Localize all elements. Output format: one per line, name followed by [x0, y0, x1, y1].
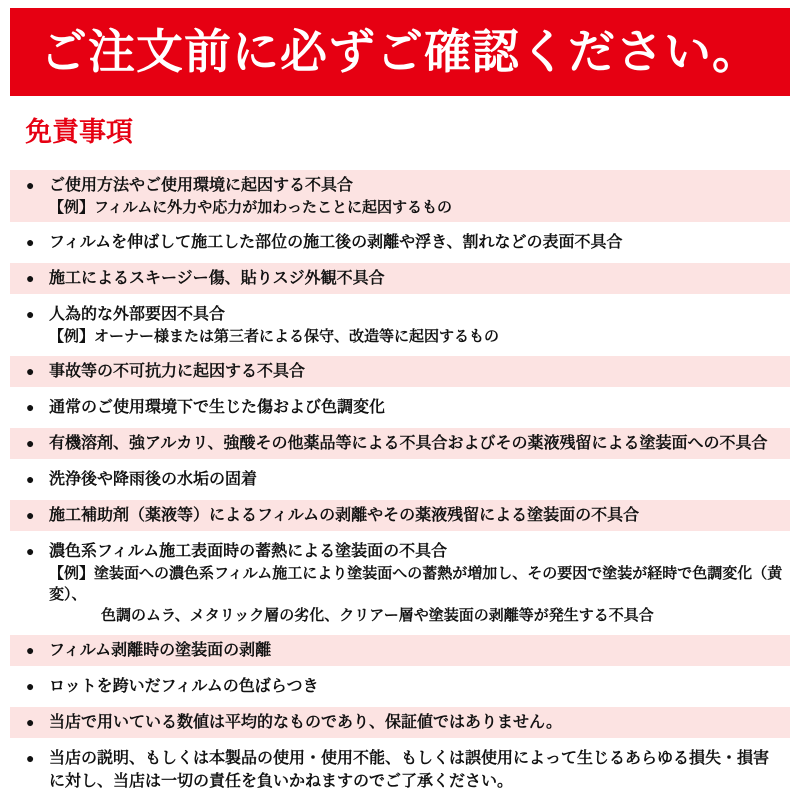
- bullet-icon: ●: [26, 507, 35, 523]
- item-text-line: 施工補助剤（薬液等）によるフィルムの剥離やその薬液残留による塗装面の不具合: [49, 507, 640, 524]
- item-text-line: 当店の説明、もしくは本製品の使用・使用不能、もしくは誤使用によって生じるあらゆる損失・損害: [49, 750, 770, 767]
- list-item: [10, 227, 790, 258]
- list-item-main-line: [26, 639, 784, 662]
- list-item: [10, 170, 790, 222]
- list-item-main-line: [26, 675, 784, 698]
- item-note-line: 【例】フィルムに外力や応力が加わったことに起因するもの: [49, 199, 453, 216]
- section-title: 免責事項: [25, 117, 133, 147]
- list-item-main-line: [26, 360, 784, 383]
- list-item-text: [49, 675, 784, 698]
- list-item: [10, 671, 790, 702]
- bullet-icon: ●: [26, 435, 35, 451]
- item-text-line: フィルムを伸ばして施工した部位の施工後の剥離や浮き、割れなどの表面不具合: [49, 234, 623, 251]
- list-item: [10, 500, 790, 531]
- disclaimer-list: [10, 170, 790, 797]
- list-item-text: [49, 540, 784, 563]
- list-item-text: [49, 360, 784, 383]
- list-item-main-line: [26, 231, 784, 254]
- list-item-main-line: [26, 174, 784, 197]
- bullet-icon: ●: [26, 363, 35, 379]
- list-item: [10, 464, 790, 495]
- bullet-icon: ●: [26, 750, 35, 766]
- item-note-line: 色調のムラ、メタリック層の劣化、クリアー層や塗装面の剥離等が発生する不具合: [101, 607, 654, 624]
- list-item-text: [49, 231, 784, 254]
- list-item-notes: [26, 326, 784, 347]
- top-warning-banner: [10, 8, 790, 96]
- list-item-text: [49, 267, 784, 290]
- list-item-text: [49, 468, 784, 491]
- list-item: [10, 428, 790, 459]
- item-text-line: ロットを跨いだフィルムの色ばらつき: [49, 678, 319, 695]
- list-item-main-line: [26, 468, 784, 491]
- list-item-text: [49, 432, 784, 455]
- item-text-line: 当店で用いている数値は平均的なものであり、保証値ではありません。: [49, 714, 562, 731]
- bullet-icon: ●: [26, 306, 35, 322]
- list-item: [10, 536, 790, 630]
- list-item-text: [49, 396, 784, 419]
- list-item-text: [49, 711, 784, 734]
- list-item-main-line: [26, 303, 784, 326]
- list-item-main-line: [26, 747, 784, 793]
- bullet-icon: ●: [26, 543, 35, 559]
- list-item-notes: [26, 563, 784, 626]
- item-text-line: に対し、当店は一切の責任を負いかねますのでご了承ください。: [49, 773, 514, 790]
- list-item: [10, 263, 790, 294]
- list-item-notes: [26, 197, 784, 218]
- list-item-text: [49, 639, 784, 662]
- list-item: [10, 707, 790, 738]
- item-text-line: ご使用方法やご使用環境に起因する不具合: [49, 177, 354, 194]
- item-text-line: 洗浄後や降雨後の水垢の固着: [49, 471, 258, 488]
- list-item: [10, 356, 790, 387]
- item-note-line: 【例】塗装面への濃色系フィルム施工により塗装面への蓄熱が増加し、その要因で塗装が経時で色調変化（黄変）、: [49, 565, 783, 603]
- list-item-text: [49, 303, 784, 326]
- list-item: [10, 743, 790, 797]
- list-item-main-line: [26, 504, 784, 527]
- list-item-main-line: [26, 396, 784, 419]
- list-item-main-line: [26, 432, 784, 455]
- item-text-line: 施工によるスキージー傷、貼りスジ外観不具合: [49, 270, 385, 287]
- list-item: [10, 635, 790, 666]
- bullet-icon: ●: [26, 177, 35, 193]
- bullet-icon: ●: [26, 471, 35, 487]
- list-item: [10, 299, 790, 351]
- item-text-line: 通常のご使用環境下で生じた傷および色調変化: [49, 399, 386, 416]
- list-item-text: [49, 174, 784, 197]
- list-item-text: [49, 747, 784, 793]
- bullet-icon: ●: [26, 642, 35, 658]
- list-item-main-line: [26, 540, 784, 563]
- list-item-text: [49, 504, 784, 527]
- banner-text: ご注文前に必ずご確認ください。: [40, 25, 760, 78]
- list-item: [10, 392, 790, 423]
- disclaimer-page: [0, 8, 800, 808]
- item-note-line: 【例】オーナー様または第三者による保守、改造等に起因するもの: [49, 328, 500, 345]
- item-text-line: 人為的な外部要因不具合: [49, 306, 226, 323]
- item-text-line: 事故等の不可抗力に起因する不具合: [49, 363, 306, 380]
- bullet-icon: ●: [26, 678, 35, 694]
- bullet-icon: ●: [26, 270, 35, 286]
- list-item-main-line: [26, 267, 784, 290]
- item-text-line: 有機溶剤、強アルカリ、強酸その他薬品等による不具合およびその薬液残留による塗装面への不具合: [49, 435, 768, 452]
- item-text-line: 濃色系フィルム施工表面時の蓄熱による塗装面の不具合: [49, 543, 448, 560]
- bullet-icon: ●: [26, 234, 35, 250]
- item-text-line: フィルム剥離時の塗装面の剥離: [49, 642, 272, 659]
- list-item-main-line: [26, 711, 784, 734]
- bullet-icon: ●: [26, 399, 35, 415]
- bullet-icon: ●: [26, 714, 35, 730]
